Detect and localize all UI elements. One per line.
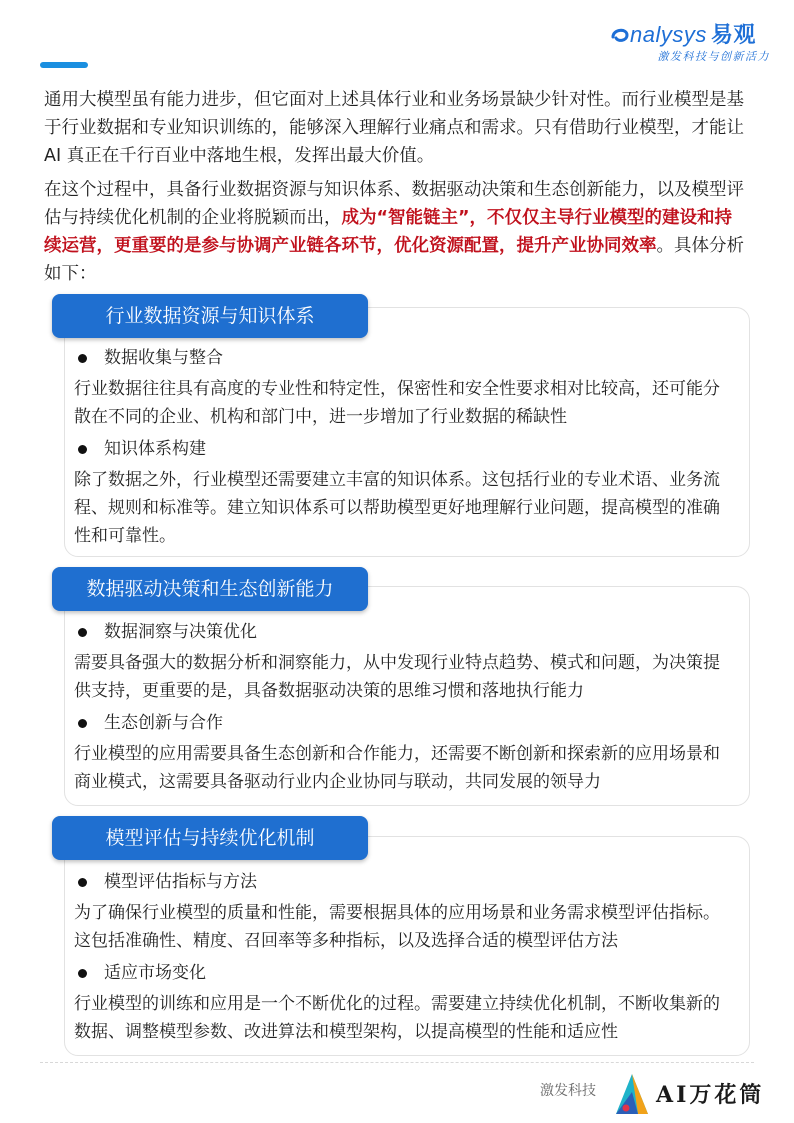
logo-word-latin: nalysys: [630, 22, 707, 47]
section-1-item-2-text: 除了数据之外，行业模型还需要建立丰富的知识体系。这包括行业的专业术语、业务流程、规则和标准等。建立知识体系可以帮助模型更好地理解行业问题，提高模型的准确性和可靠性。: [74, 470, 720, 546]
footer-text: 激发科技: [540, 1083, 596, 1099]
bullet-icon: [78, 445, 87, 454]
footer-divider: [40, 1062, 754, 1063]
logo-slogan: 激发科技与创新活力: [657, 50, 770, 63]
logo-wordmark: [610, 18, 756, 49]
intro-paragraph-2: [44, 176, 744, 288]
section-3-body: [74, 868, 734, 1050]
bullet-icon: [78, 878, 87, 887]
intro-p2-start: 在这个过程中，具备行业数据资源与知识体系、数据驱动决策和生态创新能力，以及模型评估与持续优化机制的企业将脱颖而出，: [44, 180, 744, 228]
bullet-icon: [78, 969, 87, 978]
intro-p2-emphasis: 成为“智能链主”，不仅仅主导行业模型的建设和持续运营，更重要的是参与协调产业链各环节，优化资源配置，提升产业协同效率: [44, 208, 733, 256]
section-1-item-1-heading: 数据收集与整合: [74, 344, 734, 372]
section-3-title: 模型评估与持续优化机制: [52, 816, 368, 860]
intro-block: [44, 86, 744, 294]
section-1-item-2-heading: 知识体系构建: [74, 435, 734, 463]
section-3-item-2-text: 行业模型的训练和应用是一个不断优化的过程。需要建立持续优化机制，不断收集新的数据、调整模型参数、改进算法和模型架构，以提高模型的性能和适应性: [74, 994, 720, 1042]
section-3-item-2-heading: 适应市场变化: [74, 959, 734, 987]
bullet-icon: [78, 354, 87, 363]
intro-paragraph-1: 通用大模型虽有能力进步，但它面对上述具体行业和业务场景缺少针对性。而行业模型是基于行业数据和专业知识训练的，能够深入理解行业痛点和需求。只有借助行业模型，才能让 AI 真正在千行百业中落地生根，发挥出最大价值。: [44, 90, 744, 166]
section-3-item-1-heading: 模型评估指标与方法: [74, 868, 734, 896]
section-2-item-2-text: 行业模型的应用需要具备生态创新和合作能力，还需要不断创新和探索新的应用场景和商业模式，这需要具备驱动行业内企业协同与联动，共同发展的领导力: [74, 744, 720, 792]
bullet-icon: [78, 719, 87, 728]
section-1-body: [74, 344, 734, 554]
section-2-title: 数据驱动决策和生态创新能力: [52, 567, 368, 611]
intro-p2-end: 。具体分析如下：: [44, 236, 744, 284]
bullet-icon: [78, 628, 87, 637]
section-1-item-1-text: 行业数据往往具有高度的专业性和特定性，保密性和安全性要求相对比较高，还可能分散在不同的企业、机构和部门中，进一步增加了行业数据的稀缺性: [74, 379, 720, 427]
section-2-body: [74, 618, 734, 800]
footer-brand-text: AI万花筒: [656, 1082, 765, 1108]
footer-brand: [612, 1070, 782, 1116]
analysys-logo: [610, 18, 770, 66]
section-1-title: 行业数据资源与知识体系: [52, 294, 368, 338]
section-2-item-1-text: 需要具备强大的数据分析和洞察能力，从中发现行业特点趋势、模式和问题，为决策提供支持，更重要的是，具备数据驱动决策的思维习惯和落地执行能力: [74, 653, 720, 701]
section-2-item-2-heading: 生态创新与合作: [74, 709, 734, 737]
top-accent-bar: [40, 62, 88, 68]
logo-swoosh-icon: [610, 25, 630, 45]
section-2-item-1-heading: 数据洞察与决策优化: [74, 618, 734, 646]
kaleidoscope-logo-icon: [612, 1070, 656, 1116]
logo-word-cn: 易观: [710, 22, 756, 47]
section-3-item-1-text: 为了确保行业模型的质量和性能，需要根据具体的应用场景和业务需求模型评估指标。这包括准确性、精度、召回率等多种指标，以及选择合适的模型评估方法: [74, 903, 720, 951]
